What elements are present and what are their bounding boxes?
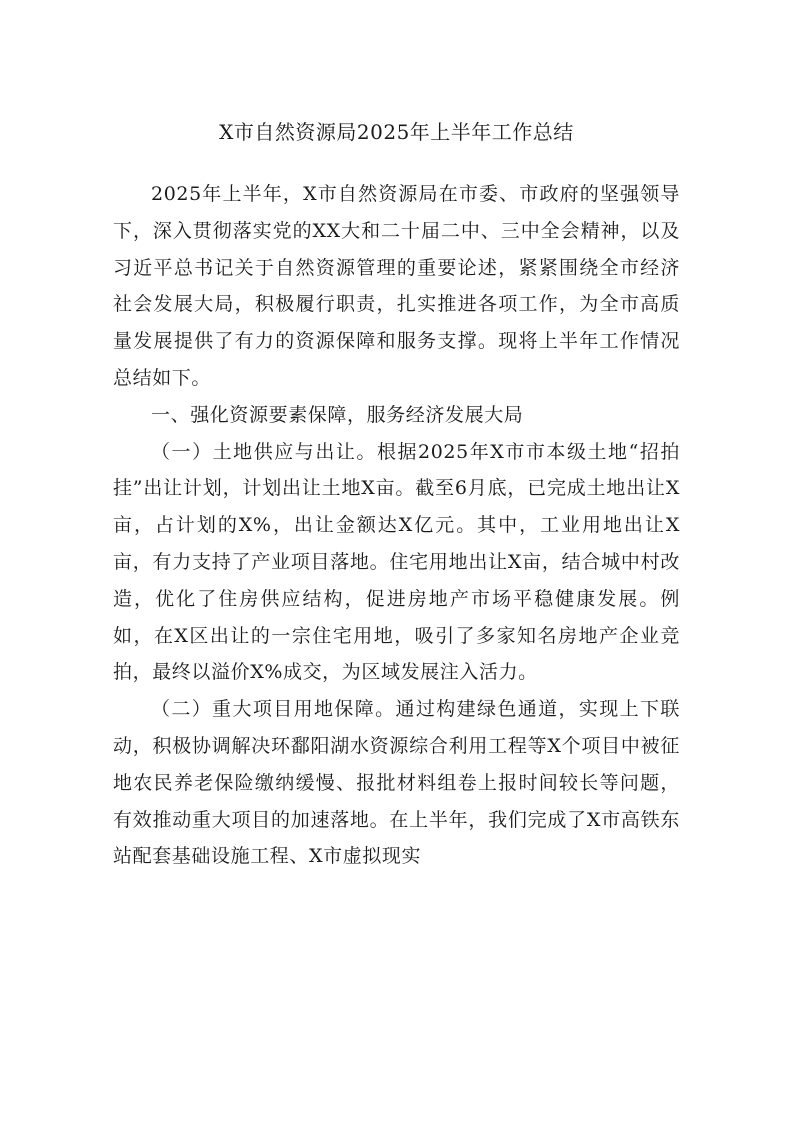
- paragraph-major-projects: （二）重大项目用地保障。通过构建绿色通道，实现上下联动，积极协调解决环鄱阳湖水资源综合利用工程等X个项目中被征地农民养老保险缴纳缓慢、报批材料组卷上报时间较长等问题，有效推动重大项目的加速落地。在上半年，我们完成了X市高铁东站配套基础设施工程、X市虚拟现实: [113, 698, 680, 868]
- section-heading-1: 一、强化资源要素保障，服务经济发展大局: [151, 403, 524, 426]
- paragraph-land-supply: （一）土地供应与出让。根据2025年X市市本级土地“招拍挂”出让计划，计划出让土地X亩。截至6月底，已完成土地出让X亩，占计划的X%，出让金额达X亿元。其中，工业用地出让X亩，有力支持了产业项目落地。住宅用地出让X亩，结合城中村改造，优化了住房供应结构，促进房地产市场平稳健康发展。例如，在X区出让的一宗住宅用地，吸引了多家知名房地产企业竞拍，最终以溢价X%成交，为区域发展注入活力。: [113, 440, 680, 684]
- document-title: X市自然资源局2025年上半年工作总结: [219, 120, 574, 144]
- document-body: [113, 176, 680, 875]
- paragraph-intro: 2025年上半年，X市自然资源局在市委、市政府的坚强领导下，深入贯彻落实党的XX大和二十届二中、三中全会精神，以及习近平总书记关于自然资源管理的重要论述，紧紧围绕全市经济社会发展大局，积极履行职责，扎实推进各项工作，为全市高质量发展提供了有力的资源保障和服务支撑。现将上半年工作情况总结如下。: [113, 183, 680, 389]
